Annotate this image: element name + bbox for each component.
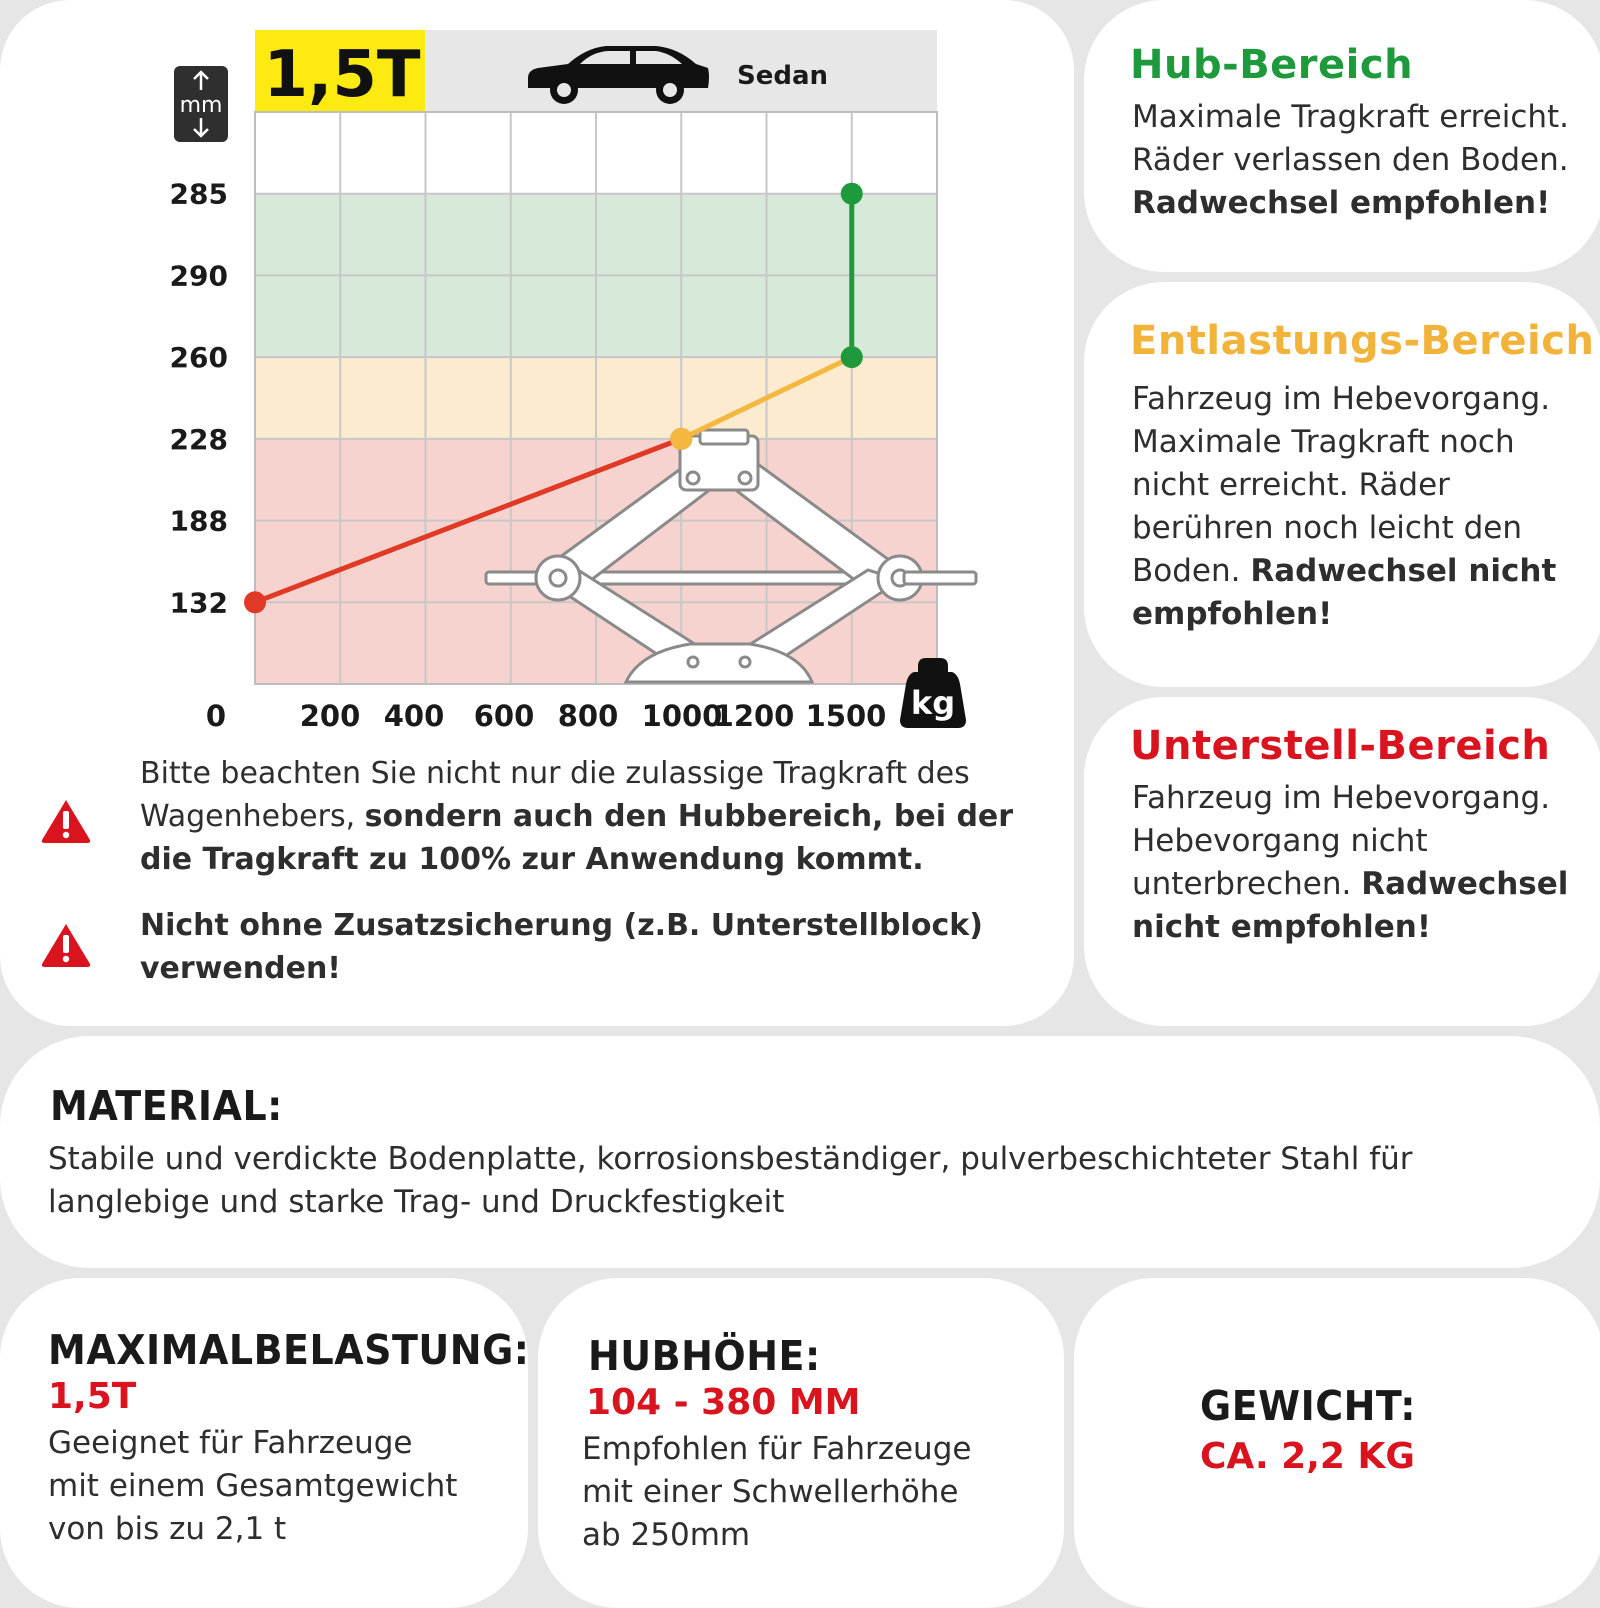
- x-tick-label: 1000: [641, 699, 723, 733]
- hubhoehe-text: [582, 1428, 971, 1557]
- entlastung-plain: Fahrzeug im Hebevorgang. Maximale Tragkraft noch nicht erreicht. Räder berühren noch leicht den Boden.: [1132, 381, 1551, 589]
- maximalbelastung-card: [0, 1278, 528, 1608]
- warning-icon: [40, 798, 92, 844]
- maximal-line-2: mit einem Gesamtgewicht: [48, 1468, 458, 1504]
- unterstell-bereich-text: [1132, 777, 1572, 949]
- hubhoehe-line-3: ab 250mm: [582, 1517, 751, 1553]
- maximalbelastung-value: 1,5T: [48, 1376, 137, 1417]
- hubhoehe-line-1: Empfohlen für Fahrzeuge: [582, 1431, 972, 1467]
- hubhoehe-card: [538, 1278, 1064, 1608]
- warning-second-bold: Nicht ohne Zusatzsicherung (z.B. Unterstellblock) verwenden!: [140, 908, 983, 986]
- warning-zusatzsicherung-text: [140, 904, 1020, 990]
- lift-chart: [0, 0, 1074, 760]
- series-point: [841, 183, 863, 205]
- hub-line-1: Maximale Tragkraft erreicht.: [1132, 99, 1570, 135]
- vehicle-label: Sedan: [737, 61, 829, 91]
- x-tick-label: 600: [473, 699, 535, 733]
- mm-height-icon: [174, 66, 228, 142]
- hubhoehe-heading: HUBHÖHE:: [588, 1332, 821, 1380]
- hub-bereich-title: Hub-Bereich: [1130, 42, 1414, 88]
- y-unit-label: mm: [179, 93, 223, 118]
- maximal-line-1: Geeignet für Fahrzeuge: [48, 1425, 413, 1461]
- x-tick-label: 200: [299, 699, 361, 733]
- series-point: [244, 591, 266, 613]
- warning-bold-text: sondern auch den Hubbereich, bei der die Tragkraft zu 100% zur Anwendung kommt.: [140, 799, 1014, 877]
- material-text: Stabile und verdickte Bodenplatte, korrosionsbeständiger, pulverbeschichteter Stahl für langlebige und starke Trag- und Druckfestigkeit: [48, 1141, 1413, 1220]
- warning-plain-text: Bitte beachten Sie nicht nur die zulassige Tragkraft des Wagenhebers,: [140, 756, 970, 834]
- gewicht-heading: GEWICHT:: [1200, 1382, 1416, 1430]
- unterstell-plain: Fahrzeug im Hebevorgang. Hebevorgang nicht unterbrechen.: [1132, 780, 1551, 902]
- x-tick-label: 1200: [713, 699, 795, 733]
- y-tick-label: 132: [169, 586, 228, 620]
- hub-bereich-text: [1132, 96, 1594, 225]
- y-tick-label: 290: [169, 259, 228, 293]
- gewicht-card: [1074, 1278, 1600, 1608]
- entlastung-bold: Radwechsel nicht empfohlen!: [1132, 553, 1557, 632]
- x-tick-label: 0: [205, 699, 227, 733]
- hub-bold: Radwechsel empfohlen!: [1132, 185, 1551, 221]
- unterstell-bereich-card: [1084, 697, 1600, 1026]
- warning-hubbereich-text: [140, 752, 1020, 881]
- entlastungs-bereich-text: [1132, 378, 1562, 636]
- material-heading: MATERIAL:: [50, 1082, 283, 1130]
- x-axis-ticks: [206, 699, 886, 733]
- capacity-badge-label: 1,5T: [263, 38, 421, 112]
- series-point: [670, 428, 692, 450]
- x-tick-label: 1500: [805, 699, 887, 733]
- x-unit-label: kg: [910, 684, 956, 722]
- entlastungs-bereich-card: [1084, 282, 1600, 687]
- hubhoehe-line-2: mit einer Schwellerhöhe: [582, 1474, 959, 1510]
- chart-card: [0, 0, 1074, 1026]
- hub-bereich-card: [1084, 0, 1600, 272]
- maximalbelastung-heading: MAXIMALBELASTUNG:: [48, 1326, 530, 1374]
- unterstell-bereich-title: Unterstell-Bereich: [1130, 723, 1551, 769]
- x-tick-label: 800: [557, 699, 619, 733]
- y-tick-label: 260: [169, 341, 228, 375]
- y-tick-label: 285: [169, 177, 228, 211]
- unterstell-bold: Radwechsel nicht empfohlen!: [1132, 866, 1569, 945]
- material-card: [0, 1036, 1600, 1268]
- y-tick-label: 188: [169, 504, 228, 538]
- y-tick-label: 228: [169, 422, 228, 456]
- y-axis-ticks: [170, 178, 228, 620]
- gewicht-value: CA. 2,2 KG: [1200, 1436, 1415, 1477]
- entlastungs-bereich-title: Entlastungs-Bereich: [1130, 318, 1595, 364]
- maximalbelastung-text: [48, 1422, 457, 1551]
- x-tick-label: 400: [383, 699, 445, 733]
- hub-line-2: Räder verlassen den Boden.: [1132, 142, 1569, 178]
- series-point: [841, 346, 863, 368]
- hubhoehe-value: 104 - 380 MM: [586, 1382, 861, 1423]
- warning-icon: [40, 922, 92, 968]
- maximal-line-3: von bis zu 2,1 t: [48, 1511, 287, 1547]
